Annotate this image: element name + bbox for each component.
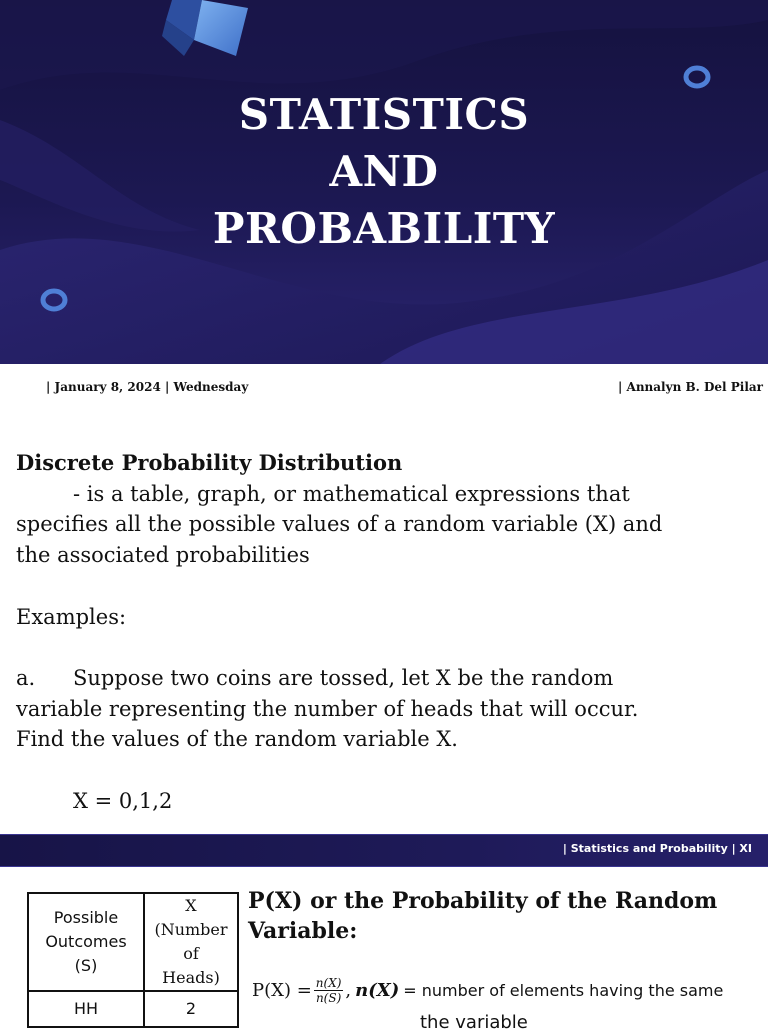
fraction-denominator: n(S) — [315, 991, 342, 1005]
probability-formula — [252, 976, 723, 1005]
formula-comma: , — [345, 980, 352, 1001]
example-item — [16, 663, 761, 694]
example-letter: a. — [16, 665, 36, 690]
author-label: | Annalyn B. Del Pilar — [617, 380, 763, 394]
column-header-outcomes — [28, 893, 144, 991]
definition-continuation: the variable — [420, 1012, 528, 1033]
header-line: Possible — [53, 908, 119, 927]
cube-decoration-icon — [162, 0, 252, 60]
equation: X = 0,1,2 — [73, 788, 173, 813]
example-text: Suppose two coins are tossed, let X be the random — [73, 665, 614, 690]
definition-text: the associated probabilities — [16, 543, 310, 568]
x-value-cell: 2 — [144, 991, 238, 1027]
header-line: X — [185, 896, 197, 915]
fraction-numerator: n(X) — [315, 976, 342, 990]
definition-term: n(X) — [355, 980, 400, 1001]
header-line: Heads) — [162, 968, 220, 987]
px-heading: P(X) or the Probability of the Random Variable: — [248, 888, 718, 944]
title-line: STATISTICS — [238, 90, 530, 139]
header-line: (S) — [74, 956, 98, 975]
definition-text: - is a table, graph, or mathematical expressions that — [73, 481, 630, 506]
title-line: AND — [329, 147, 439, 196]
header-line: Outcomes — [45, 932, 127, 951]
date-label: | January 8, 2024 | Wednesday — [46, 380, 249, 394]
outcome-cell: HH — [28, 991, 144, 1027]
example-text: variable representing the number of heads that will occur. — [16, 696, 639, 721]
column-header-x — [144, 893, 238, 991]
example-text: Find the values of the random variable X. — [16, 727, 458, 752]
table-row — [28, 991, 238, 1027]
header-line: (Number — [154, 920, 228, 939]
formula-lhs: P(X) = — [252, 980, 312, 1001]
definition-description: = number of elements having the same — [403, 981, 724, 1000]
title-banner — [0, 0, 768, 364]
ring-decoration-icon — [38, 286, 70, 314]
formula-fraction — [314, 976, 344, 1005]
footer-band — [0, 834, 768, 867]
lesson-content — [16, 448, 761, 816]
examples-label: Examples: — [16, 604, 127, 629]
footer-label: | Statistics and Probability | XI — [562, 842, 752, 855]
title-line: PROBABILITY — [212, 204, 556, 253]
slide-title — [0, 86, 768, 257]
outcomes-table — [27, 892, 239, 1028]
section-heading: Discrete Probability Distribution — [16, 450, 403, 475]
definition-text: specifies all the possible values of a random variable (X) and — [16, 512, 663, 537]
header-line: of — [183, 944, 199, 963]
table-header-row — [28, 893, 238, 991]
